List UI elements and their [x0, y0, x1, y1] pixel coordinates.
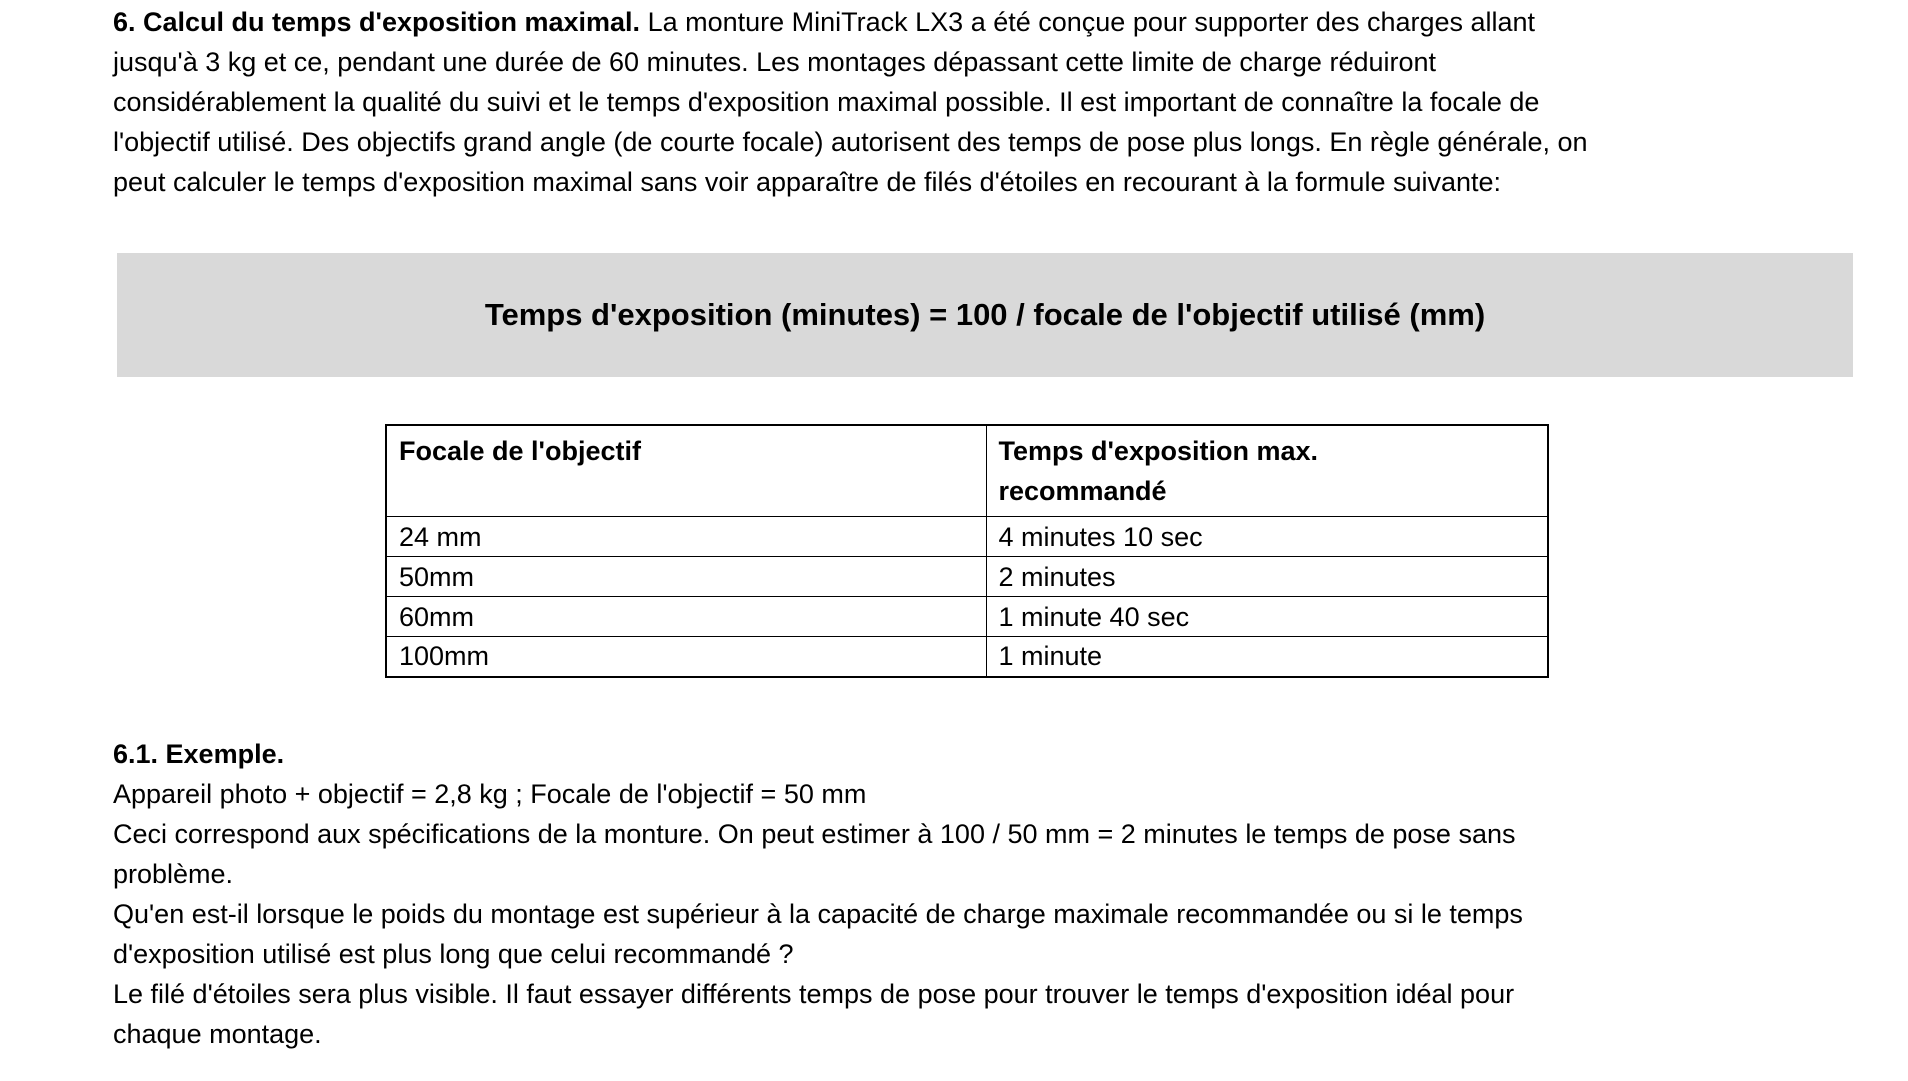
- header-temps-line1: Temps d'exposition max.: [998, 436, 1318, 466]
- cell-temps: 4 minutes 10 sec: [986, 517, 1548, 557]
- paragraph-line: [113, 2, 1588, 42]
- paragraph-line: considérablement la qualité du suivi et le temps d'exposition maximal possible. Il est important de connaître la focale de: [113, 87, 1540, 117]
- cell-temps: 2 minutes: [986, 557, 1548, 597]
- example-line: d'exposition utilisé est plus long que celui recommandé ?: [113, 939, 794, 969]
- section-6-paragraph: [113, 2, 1588, 202]
- table-header-row: [386, 425, 1548, 517]
- cell-temps: 1 minute: [986, 637, 1548, 677]
- example-line: Ceci correspond aux spécifications de la monture. On peut estimer à 100 / 50 mm = 2 minutes le temps de pose sans: [113, 819, 1516, 849]
- section-6-1-example: [113, 734, 1523, 1054]
- table-row: [386, 597, 1548, 637]
- cell-focale: 100mm: [386, 637, 986, 677]
- table-row: [386, 557, 1548, 597]
- paragraph-text: La monture MiniTrack LX3 a été conçue pour supporter des charges allant: [640, 7, 1536, 37]
- paragraph-line: l'objectif utilisé. Des objectifs grand angle (de courte focale) autorisent des temps de pose plus longs. En règle générale, on: [113, 127, 1588, 157]
- cell-focale: 24 mm: [386, 517, 986, 557]
- focal-exposure-table: [385, 424, 1549, 678]
- formula-highlight-box: [117, 253, 1853, 377]
- example-line: Le filé d'étoiles sera plus visible. Il faut essayer différents temps de pose pour trouver le temps d'exposition idéal pour: [113, 979, 1515, 1009]
- header-focale: Focale de l'objectif: [386, 425, 986, 517]
- cell-focale: 50mm: [386, 557, 986, 597]
- header-temps: [986, 425, 1548, 517]
- example-line: problème.: [113, 859, 234, 889]
- formula-text: Temps d'exposition (minutes) = 100 / focale de l'objectif utilisé (mm): [484, 297, 1486, 332]
- section-6-1-heading: 6.1. Exemple.: [113, 739, 285, 769]
- table-row: [386, 637, 1548, 677]
- paragraph-line: jusqu'à 3 kg et ce, pendant une durée de 60 minutes. Les montages dépassant cette limite de charge réduiront: [113, 47, 1437, 77]
- example-line: Appareil photo + objectif = 2,8 kg ; Focale de l'objectif = 50 mm: [113, 779, 867, 809]
- cell-temps: 1 minute 40 sec: [986, 597, 1548, 637]
- example-line: Qu'en est-il lorsque le poids du montage est supérieur à la capacité de charge maximale recommandée ou si le temps: [113, 899, 1523, 929]
- cell-focale: 60mm: [386, 597, 986, 637]
- table-row: [386, 517, 1548, 557]
- header-temps-line2: recommandé: [998, 476, 1167, 506]
- example-line: chaque montage.: [113, 1019, 322, 1049]
- paragraph-line: peut calculer le temps d'exposition maximal sans voir apparaître de filés d'étoiles en recourant à la formule suivante:: [113, 167, 1502, 197]
- section-6-heading: 6. Calcul du temps d'exposition maximal.: [113, 7, 641, 37]
